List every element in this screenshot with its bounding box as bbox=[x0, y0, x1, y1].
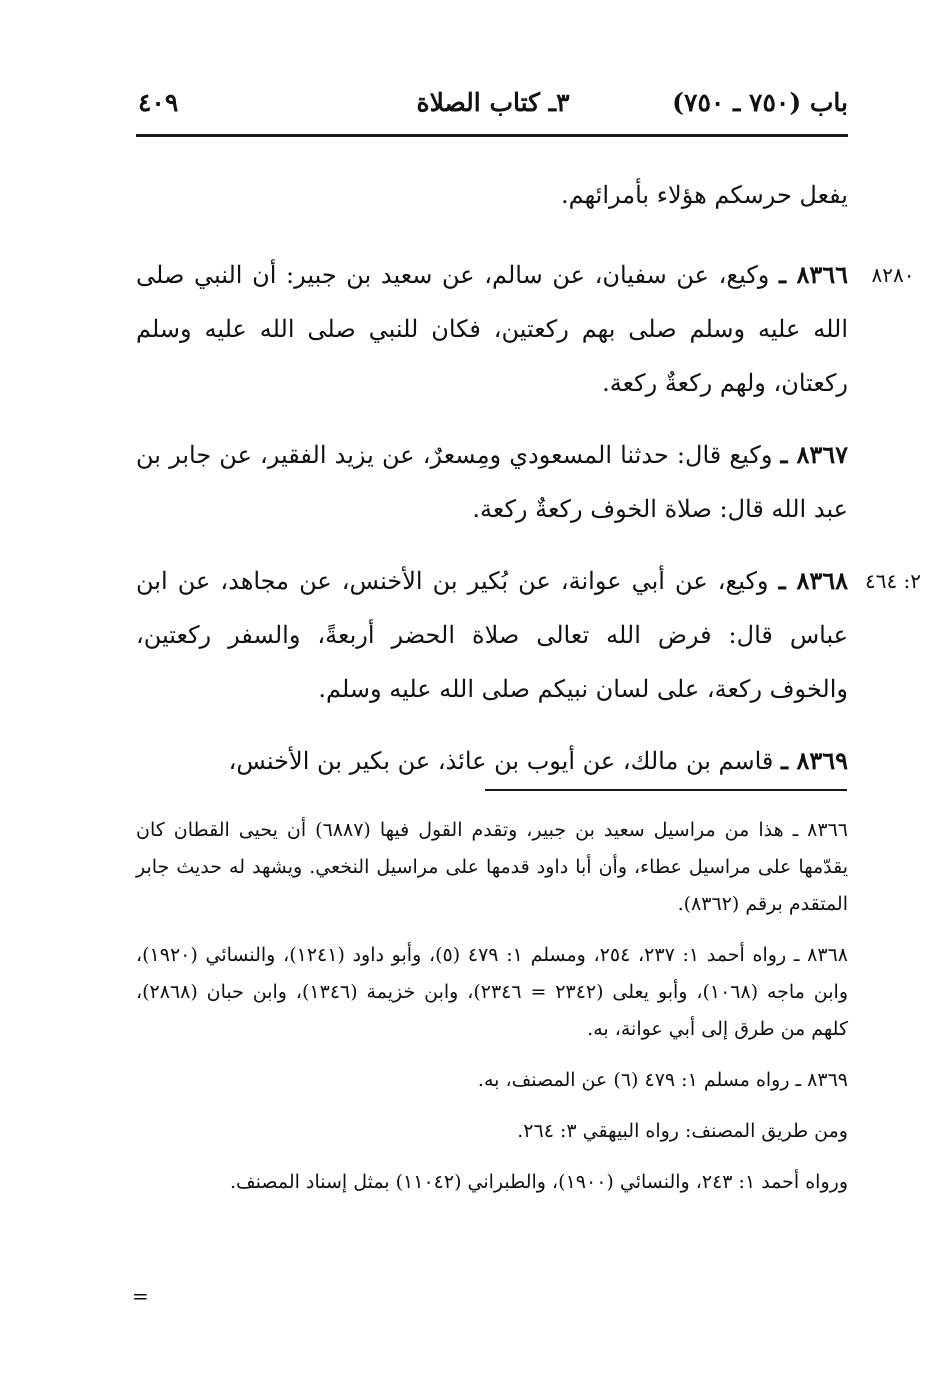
hadith-text: وكيع، عن سفيان، عن سالم، عن سعيد بن جبير: أن النبي صلى الله عليه وسلم صلى بهم ركعتين، فكان للنبي صلى الله عليه وسلم ركعتان، ولهم ركعةٌ ركعة. bbox=[136, 261, 848, 397]
hadith-number: ٨٣٦٦ ـ bbox=[779, 260, 849, 289]
footnote-separator bbox=[485, 789, 847, 791]
hadith-8367 bbox=[136, 428, 848, 536]
hadith-number: ٨٣٦٧ ـ bbox=[780, 440, 849, 469]
page-number: ٤٠٩ bbox=[138, 88, 179, 117]
hadith-8368 bbox=[136, 554, 922, 716]
footnote-8369-other: ورواه أحمد ١: ٢٤٣، والنسائي (١٩٠٠)، والطبراني (١١٠٤٢) بمثل إسناد المصنف. bbox=[229, 1171, 848, 1193]
book-title: ٣ـ كتاب الصلاة bbox=[416, 88, 570, 117]
hadith-text: وكيع، عن أبي عوانة، عن بُكير بن الأخنس، عن مجاهد، عن ابن عباس قال: فرض الله تعالى صلاة الحضر أربعةً، والسفر ركعتين، والخوف ركعة، على لسان نبيكم صلى الله عليه وسلم. bbox=[136, 567, 848, 703]
hadith-number: ٨٣٦٩ ـ bbox=[781, 746, 848, 775]
footnote-8368: ٨٣٦٨ ـ رواه أحمد ١: ٢٣٧، ٢٥٤، ومسلم ١: ٤٧٩ (٥)، وأبو داود (١٢٤١)، والنسائي (١٩٢٠)، وابن ماجه (١٠٦٨)، وأبو يعلى (٢٣٤٢ = ٢٣٤٦)، وابن خزيمة (١٣٤٦)، وابن حبان (٢٨٦٨)، كلهم من طرق إلى أبي عوانة، به. bbox=[136, 944, 848, 1040]
footnote-8366: ٨٣٦٦ ـ هذا من مراسيل سعيد بن جبير، وتقدم القول فيها (٦٨٨٧) أن يحيى القطان كان يقدّمها على مراسيل عطاء، وأن أبا داود قدمها على مراسيل النخعي. ويشهد له حديث جابر المتقدم برقم (٨٣٦٢). bbox=[136, 819, 848, 915]
margin-reference: ٢: ٤٦٤ bbox=[864, 569, 922, 593]
running-header bbox=[138, 88, 848, 128]
hadith-8366 bbox=[136, 248, 915, 410]
margin-reference: ٨٢٨٠ bbox=[871, 263, 915, 287]
continuation-mark: = bbox=[132, 1284, 149, 1308]
chapter-range: باب (٧٥٠ ـ ٧٥٠) bbox=[672, 88, 848, 117]
header-rule bbox=[136, 134, 848, 137]
footnote-8369-route: ومن طريق المصنف: رواه البيهقي ٣: ٢٦٤. bbox=[517, 1120, 848, 1142]
hadith-number: ٨٣٦٨ ـ bbox=[778, 566, 848, 595]
footnotes bbox=[136, 812, 848, 1215]
continuation-text: يفعل حرسكم هؤلاء بأمرائهم. bbox=[560, 181, 848, 209]
hadith-text: وكيع قال: حدثنا المسعودي ومِسعرٌ، عن يزيد الفقير، عن جابر بن عبد الله قال: صلاة الخوف ركعةٌ ركعة. bbox=[136, 441, 848, 523]
main-text bbox=[136, 168, 922, 806]
hadith-8369 bbox=[136, 734, 848, 788]
hadith-text: قاسم بن مالك، عن أيوب بن عائذ، عن بكير بن الأخنس، bbox=[228, 747, 782, 775]
footnote-8369: ٨٣٦٩ ـ رواه مسلم ١: ٤٧٩ (٦) عن المصنف، به. bbox=[477, 1069, 848, 1091]
